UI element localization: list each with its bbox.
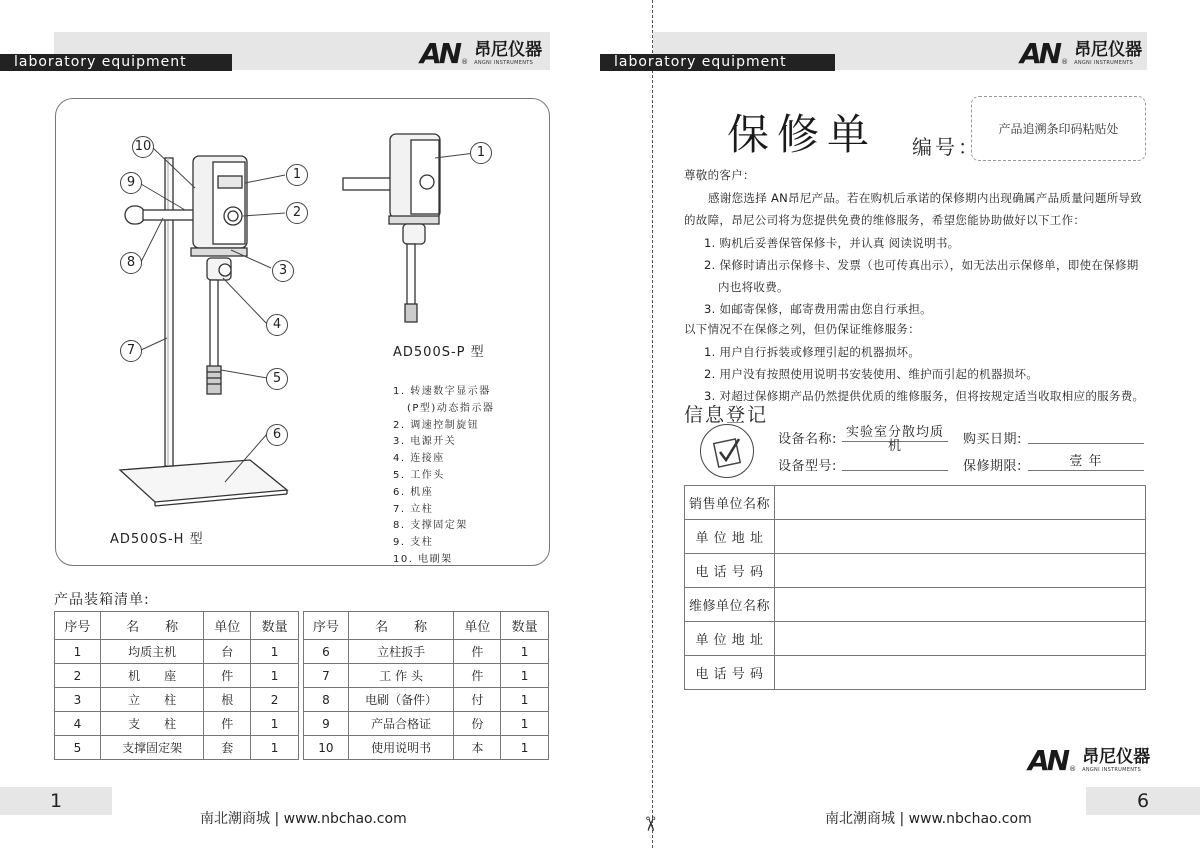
cell: 10 bbox=[304, 736, 349, 760]
cell: 1 bbox=[501, 640, 549, 664]
sales-unit-name-cell[interactable] bbox=[775, 486, 1146, 520]
table-row bbox=[304, 736, 549, 760]
table-row bbox=[55, 640, 299, 664]
brand-name-cn: 昂尼仪器 bbox=[1082, 747, 1151, 767]
warranty-item: 1. 购机后妥善保管保修卡，并认真 阅读说明书。 bbox=[704, 236, 960, 250]
h-type-stand-drawing bbox=[120, 156, 287, 506]
brand-name-en: ANGNI INSTRUMENTS bbox=[1074, 60, 1134, 66]
parts-list-item: 10. 电刷架 bbox=[393, 553, 453, 565]
device-name-label: 设备名称: bbox=[778, 432, 837, 447]
cell: 件 bbox=[204, 712, 251, 736]
parts-list-item: 6. 机座 bbox=[393, 486, 434, 498]
brand-logo-left bbox=[420, 37, 543, 70]
cell: 2 bbox=[55, 664, 101, 688]
repair-unit-phone-cell[interactable] bbox=[775, 656, 1146, 690]
cell: 使用说明书 bbox=[348, 736, 454, 760]
checklist-stamp-icon bbox=[700, 424, 754, 478]
exclusion-item: 3. 对超过保修期产品仍然提供优质的维修服务，但将按规定适当收取相应的服务费。 bbox=[704, 389, 1145, 403]
table-row bbox=[685, 588, 1146, 622]
packing-table-right bbox=[303, 611, 549, 760]
header-label-left: laboratory equipment bbox=[0, 54, 232, 71]
table-row bbox=[685, 622, 1146, 656]
cell: 1 bbox=[501, 664, 549, 688]
parts-list-item: 7. 立柱 bbox=[393, 503, 434, 515]
callout-7: 7 bbox=[120, 340, 142, 362]
callout-3: 3 bbox=[272, 260, 294, 282]
p-type-drawing bbox=[343, 134, 440, 322]
table-row bbox=[55, 736, 299, 760]
row-label: 电 话 号 码 bbox=[685, 656, 775, 690]
cell: 6 bbox=[304, 640, 349, 664]
cell: 均质主机 bbox=[100, 640, 204, 664]
warranty-period-field[interactable]: 壹 年 bbox=[1028, 455, 1144, 471]
col-header: 序号 bbox=[55, 612, 101, 640]
exclusion-item: 2. 用户没有按照使用说明书安装使用、维护而引起的机器损坏。 bbox=[704, 367, 1039, 381]
cell: 5 bbox=[55, 736, 101, 760]
table-row bbox=[304, 688, 549, 712]
cell: 2 bbox=[251, 688, 299, 712]
exclusion-title: 以下情况不在保修之列，但仍保证维修服务： bbox=[684, 322, 920, 336]
table-row bbox=[304, 664, 549, 688]
col-header: 名 称 bbox=[348, 612, 454, 640]
table-header-row bbox=[55, 612, 299, 640]
brand-logo-bottom bbox=[1028, 744, 1151, 777]
table-row bbox=[685, 486, 1146, 520]
cell: 机 座 bbox=[100, 664, 204, 688]
page-number-left: 1 bbox=[0, 787, 112, 815]
callout-10: 10 bbox=[132, 136, 154, 158]
parts-list-item: 5. 工作头 bbox=[393, 469, 445, 481]
callout-4: 4 bbox=[266, 314, 288, 336]
sales-unit-table bbox=[684, 485, 1146, 588]
row-label: 电 话 号 码 bbox=[685, 554, 775, 588]
brand-name-cn: 昂尼仪器 bbox=[474, 40, 543, 60]
brand-mark: AN bbox=[1028, 744, 1068, 777]
col-header: 单位 bbox=[454, 612, 501, 640]
brand-mark: AN bbox=[420, 37, 460, 70]
col-header: 数量 bbox=[251, 612, 299, 640]
cell: 本 bbox=[454, 736, 501, 760]
cell: 立 柱 bbox=[100, 688, 204, 712]
cell: 台 bbox=[204, 640, 251, 664]
repair-unit-address-cell[interactable] bbox=[775, 622, 1146, 656]
cell: 件 bbox=[454, 640, 501, 664]
cell: 1 bbox=[501, 688, 549, 712]
cell: 支 柱 bbox=[100, 712, 204, 736]
repair-unit-table bbox=[684, 587, 1146, 690]
table-row bbox=[685, 554, 1146, 588]
page-number-right: 6 bbox=[1086, 787, 1200, 815]
warranty-title: 保修单 bbox=[727, 110, 878, 159]
cell: 立柱扳手 bbox=[348, 640, 454, 664]
parts-list-item: 4. 连接座 bbox=[393, 453, 445, 465]
parts-list-item: 2. 调速控制旋钮 bbox=[393, 419, 480, 431]
parts-list-item: 8. 支撑固定架 bbox=[393, 520, 468, 532]
col-header: 数量 bbox=[501, 612, 549, 640]
cell: 1 bbox=[55, 640, 101, 664]
registered-mark: ® bbox=[461, 58, 469, 66]
col-header: 单位 bbox=[204, 612, 251, 640]
model-label-p: AD500S-P 型 bbox=[393, 345, 485, 360]
serial-number-label: 编号： bbox=[912, 135, 981, 159]
cell: 9 bbox=[304, 712, 349, 736]
callout-p1: 1 bbox=[470, 142, 492, 164]
callout-9: 9 bbox=[120, 172, 142, 194]
cell: 4 bbox=[55, 712, 101, 736]
cell: 产品合格证 bbox=[348, 712, 454, 736]
cell: 份 bbox=[454, 712, 501, 736]
callout-2: 2 bbox=[286, 202, 308, 224]
cell: 1 bbox=[251, 736, 299, 760]
table-row bbox=[685, 656, 1146, 690]
cell: 支撑固定架 bbox=[100, 736, 204, 760]
repair-unit-name-cell[interactable] bbox=[775, 588, 1146, 622]
warranty-item: 内也将收费。 bbox=[718, 280, 789, 294]
warranty-item: 2. 保修时请出示保修卡、发票（也可传真出示），如无法出示保修单，即使在保修期 bbox=[704, 258, 1139, 272]
cell: 7 bbox=[304, 664, 349, 688]
parts-list-item: 9. 支柱 bbox=[393, 537, 434, 549]
table-row bbox=[304, 712, 549, 736]
parts-list-item: 3. 电源开关 bbox=[393, 436, 457, 448]
cut-line bbox=[652, 0, 653, 848]
footer-right[interactable]: 南北潮商城 | www.nbchao.com bbox=[825, 811, 1032, 827]
table-row bbox=[55, 688, 299, 712]
warranty-period-label: 保修期限: bbox=[963, 459, 1022, 474]
info-registration-title: 信息登记 bbox=[684, 404, 769, 426]
callout-8: 8 bbox=[120, 252, 142, 274]
row-label: 单 位 地 址 bbox=[685, 520, 775, 554]
sales-unit-address-cell[interactable] bbox=[775, 520, 1146, 554]
callout-6: 6 bbox=[266, 424, 288, 446]
intro-line-2: 的故障，昂尼公司将为您提供免费的维修服务，希望您能协助做好以下工作： bbox=[684, 213, 1086, 227]
scissors-icon: ✂ bbox=[638, 815, 663, 833]
footer-left[interactable]: 南北潮商城 | www.nbchao.com bbox=[200, 811, 407, 827]
cell: 1 bbox=[501, 712, 549, 736]
cell: 套 bbox=[204, 736, 251, 760]
brand-logo-right bbox=[1020, 37, 1143, 70]
registered-mark: ® bbox=[1061, 58, 1069, 66]
warranty-item: 3. 如邮寄保修，邮寄费用需由您自行承担。 bbox=[704, 302, 932, 316]
device-model-field[interactable] bbox=[842, 455, 948, 471]
device-model-label: 设备型号: bbox=[778, 459, 837, 474]
header-label-right: laboratory equipment bbox=[600, 54, 835, 71]
callout-5: 5 bbox=[266, 368, 288, 390]
table-row bbox=[304, 640, 549, 664]
parts-list-item: 1. 转速数字显示器 bbox=[393, 386, 491, 397]
packing-list-title: 产品装箱清单: bbox=[54, 592, 150, 608]
brand-name-cn: 昂尼仪器 bbox=[1074, 40, 1143, 60]
cell: 1 bbox=[251, 712, 299, 736]
cell: 付 bbox=[454, 688, 501, 712]
table-row bbox=[55, 712, 299, 736]
intro-line-1: 感谢您选择 AN昂尼产品。若在购机后承诺的保修期内出现确属产品质量问题所导致 bbox=[708, 191, 1143, 205]
purchase-date-label: 购买日期: bbox=[963, 432, 1022, 447]
cell: 根 bbox=[204, 688, 251, 712]
cell: 8 bbox=[304, 688, 349, 712]
cell: 1 bbox=[251, 664, 299, 688]
parts-list bbox=[393, 384, 494, 569]
parts-list-item: (P型)动态指示器 bbox=[407, 402, 495, 414]
purchase-date-field[interactable] bbox=[1028, 428, 1144, 444]
registered-mark: ® bbox=[1069, 765, 1077, 773]
table-row bbox=[55, 664, 299, 688]
table-header-row bbox=[304, 612, 549, 640]
row-label: 单 位 地 址 bbox=[685, 622, 775, 656]
row-label: 维修单位名称 bbox=[685, 588, 775, 622]
barcode-sticker-area: 产品追溯条印码粘贴处 bbox=[971, 96, 1146, 161]
packing-table-left bbox=[54, 611, 299, 760]
cell: 3 bbox=[55, 688, 101, 712]
brand-name-en: ANGNI INSTRUMENTS bbox=[474, 60, 534, 66]
cell: 件 bbox=[454, 664, 501, 688]
cell: 电刷（备件） bbox=[348, 688, 454, 712]
cell: 工 作 头 bbox=[348, 664, 454, 688]
model-label-h: AD500S-H 型 bbox=[110, 532, 204, 547]
table-row bbox=[685, 520, 1146, 554]
greeting: 尊敬的客户： bbox=[684, 168, 755, 182]
cell: 1 bbox=[501, 736, 549, 760]
col-header: 序号 bbox=[304, 612, 349, 640]
row-label: 销售单位名称 bbox=[685, 486, 775, 520]
device-name-field[interactable]: 实验室分散均质机 bbox=[842, 426, 948, 442]
callout-1: 1 bbox=[286, 164, 308, 186]
brand-mark: AN bbox=[1020, 37, 1060, 70]
sales-unit-phone-cell[interactable] bbox=[775, 554, 1146, 588]
exclusion-item: 1. 用户自行拆装或修理引起的机器损坏。 bbox=[704, 345, 921, 359]
cell: 件 bbox=[204, 664, 251, 688]
cell: 1 bbox=[251, 640, 299, 664]
col-header: 名 称 bbox=[100, 612, 204, 640]
brand-name-en: ANGNI INSTRUMENTS bbox=[1082, 767, 1142, 773]
